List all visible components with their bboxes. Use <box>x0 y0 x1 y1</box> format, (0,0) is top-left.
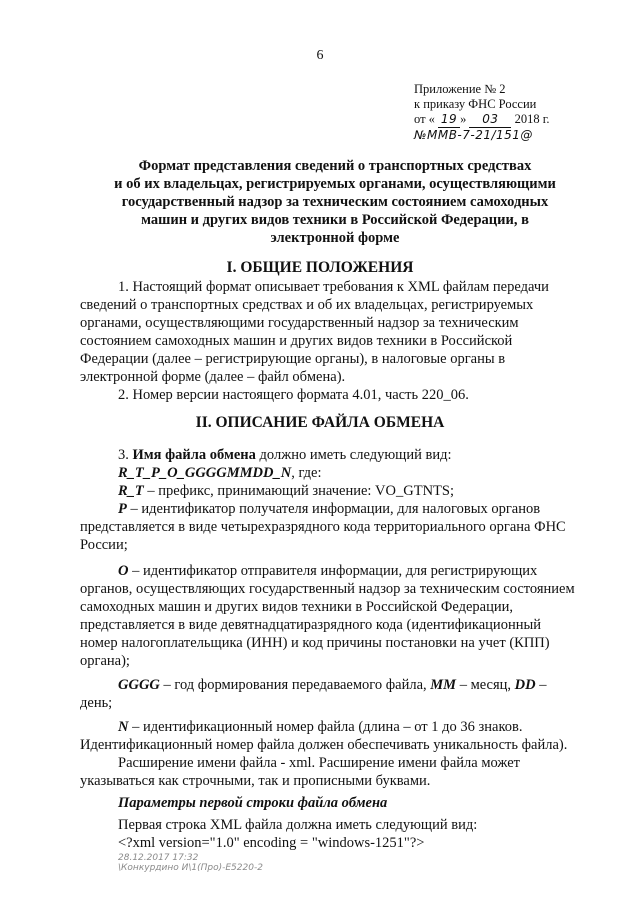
order-number: №ММВ-7-21/151@ <box>414 128 533 142</box>
paragraph-2: 2. Номер версии настоящего формата 4.01, часть 220_06. <box>118 387 469 403</box>
title-line: Формат представления сведений о транспортных средствах <box>138 158 532 174</box>
title-line: и об их владельцах, регистрируемых органами, осуществляющими <box>114 176 556 192</box>
appendix-date <box>414 112 550 128</box>
xml-declaration: <?xml version="1.0" encoding = "windows-1251"?> <box>118 835 425 851</box>
o-definition-line: органов, осуществляющих государственный надзор за техническим состоянием <box>80 581 575 597</box>
date-month: 03 <box>469 112 511 128</box>
appendix-block <box>414 82 550 143</box>
file-name-label: Имя файла обмена <box>132 447 256 463</box>
print-stamp <box>118 853 263 873</box>
section-1-heading: I. ОБЩИЕ ПОЛОЖЕНИЯ <box>226 259 414 276</box>
page-number: 6 <box>316 48 324 63</box>
section-2-heading: II. ОПИСАНИЕ ФАЙЛА ОБМЕНА <box>195 414 445 431</box>
o-definition: O – идентификатор отправителя информации, для регистрирующих <box>118 563 538 579</box>
first-line-paragraph: Первая строка XML файла должна иметь следующий вид: <box>118 817 478 833</box>
file-name-pattern: R_T_P_O_GGGGMMDD_N, где: <box>118 465 322 481</box>
paragraph-1-line: 1. Настоящий формат описывает требования к XML файлам передачи <box>118 279 549 295</box>
paragraph-1-line: электронной форме (далее – файл обмена). <box>80 369 346 385</box>
paragraph-3: 3. Имя файла обмена должно иметь следующий вид: <box>118 447 452 463</box>
appendix-line-1: Приложение № 2 <box>414 82 506 96</box>
title-line: электронной форме <box>270 230 400 246</box>
n-definition: N – идентификационный номер файла (длина – от 1 до 36 знаков. <box>118 719 523 735</box>
prefix-definition: R_T – префикс, принимающий значение: VO_GTNTS; <box>118 483 454 499</box>
p-definition: P – идентификатор получателя информации, для налоговых органов <box>118 501 541 517</box>
params-heading: Параметры первой строки файла обмена <box>118 795 388 811</box>
date-prefix: от « <box>414 112 435 126</box>
title-line: государственный надзор за техническим состоянием самоходных <box>121 194 549 210</box>
o-definition-line: самоходных машин и других видов техники в Российской Федерации, <box>80 599 514 615</box>
paragraph-1-line: Федерации (далее – регистрирующие органы), в налоговые органы в <box>80 351 506 367</box>
appendix-line-2: к приказу ФНС России <box>414 97 537 111</box>
o-definition-line: органа); <box>80 653 130 669</box>
title-line: машин и других видов техники в Российской Федерации, в <box>141 212 529 228</box>
paragraph-1-line: сведений о транспортных средствах и об их владельцах, регистрируемых <box>80 297 534 313</box>
p-definition-line: представляется в виде четырехразрядного кода территориального органа ФНС <box>80 519 566 535</box>
section-2-body <box>80 446 592 852</box>
n-definition-line: Идентификационный номер файла должен обеспечивать уникальность файла). <box>80 737 568 753</box>
paragraph-1-line: органами, осуществляющими государственный надзор за техническим <box>80 315 519 331</box>
o-definition-line: номер налогоплательщика (ИНН) и код причины постановки на учет (КПП) <box>80 635 550 651</box>
document-title <box>100 157 570 247</box>
date-day: 19 <box>438 112 460 128</box>
section-1-body <box>80 278 592 404</box>
extension-paragraph-line: указываться как строчными, так и прописными буквами. <box>80 773 431 789</box>
date-definition-line: день; <box>80 695 113 711</box>
date-mid: » <box>460 112 467 126</box>
stamp-line-2: \Конкурдино И\1(Про)-Е5220-2 <box>118 863 263 873</box>
extension-paragraph: Расширение имени файла - xml. Расширение имени файла может <box>118 755 520 771</box>
paragraph-1-line: состоянием самоходных машин и других видов техники в Российской <box>80 333 513 349</box>
date-year: 2018 г. <box>514 112 550 126</box>
date-definition: GGGG – год формирования передаваемого файла, MM – месяц, DD – <box>118 677 547 693</box>
o-definition-line: представляется в виде девятнадцатиразрядного кода (идентификационный <box>80 617 541 633</box>
p-definition-line: России; <box>80 537 128 553</box>
stamp-line-1: 28.12.2017 17:32 <box>118 853 199 863</box>
